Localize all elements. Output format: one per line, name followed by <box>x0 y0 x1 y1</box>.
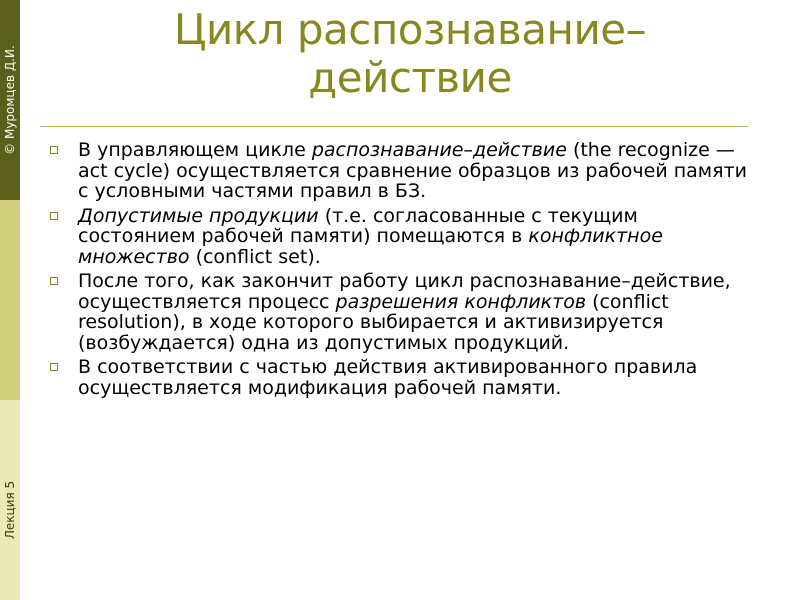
bullet-item-1 <box>48 140 758 202</box>
square-bullet-icon <box>50 363 58 371</box>
bullet-1-term: распознавание–действие <box>311 139 567 161</box>
bullet-item-2 <box>48 206 758 268</box>
bullet-1-text-b: (the recognize — act cycle) осуществляется сравнение образцов из рабочей памяти с условными частями правил в БЗ. <box>78 139 747 202</box>
slide-title-line-1: Цикл распознавание– <box>173 5 647 54</box>
slide-title <box>40 6 780 102</box>
lecture-text: Лекция 5 <box>3 480 18 540</box>
bullet-item-3 <box>48 271 758 353</box>
copyright-caption <box>0 0 20 200</box>
bullet-item-4 <box>48 357 758 398</box>
side-bar <box>0 0 20 600</box>
bullet-2-text-b: (conflict set). <box>189 245 321 268</box>
bullet-list <box>48 140 758 402</box>
bullet-2-term-a: Допустимые продукции <box>78 204 319 227</box>
lecture-caption <box>0 420 20 600</box>
bullet-3-text-a: После того, как закончит работу цикл распознавание–действие, осуществляется процесс <box>78 270 731 313</box>
bullet-4-text: В соответствии с частью действия активированного правила осуществляется модификация рабочей памяти. <box>78 356 698 399</box>
bullet-1-text-a: В управляющем цикле <box>78 139 312 161</box>
side-bar-middle-segment <box>0 200 20 400</box>
slide-title-line-2: действие <box>308 53 512 102</box>
bullet-2-term-b: конфликтное множество <box>78 225 663 268</box>
square-bullet-icon <box>50 212 58 220</box>
bullet-2-text-a: (т.е. согласованные с текущим состоянием рабочей памяти) помещаются в <box>78 204 638 247</box>
square-bullet-icon <box>50 146 58 154</box>
title-divider <box>40 126 748 127</box>
square-bullet-icon <box>50 277 58 285</box>
bullet-3-term: разрешения конфликтов <box>335 290 587 313</box>
copyright-text: © Муромцев Д.И. <box>3 45 18 155</box>
bullet-3-text-b: (conflict resolution), в ходе которого выбирается и активизируется (возбуждается) одна из допустимых продукций. <box>78 290 669 354</box>
